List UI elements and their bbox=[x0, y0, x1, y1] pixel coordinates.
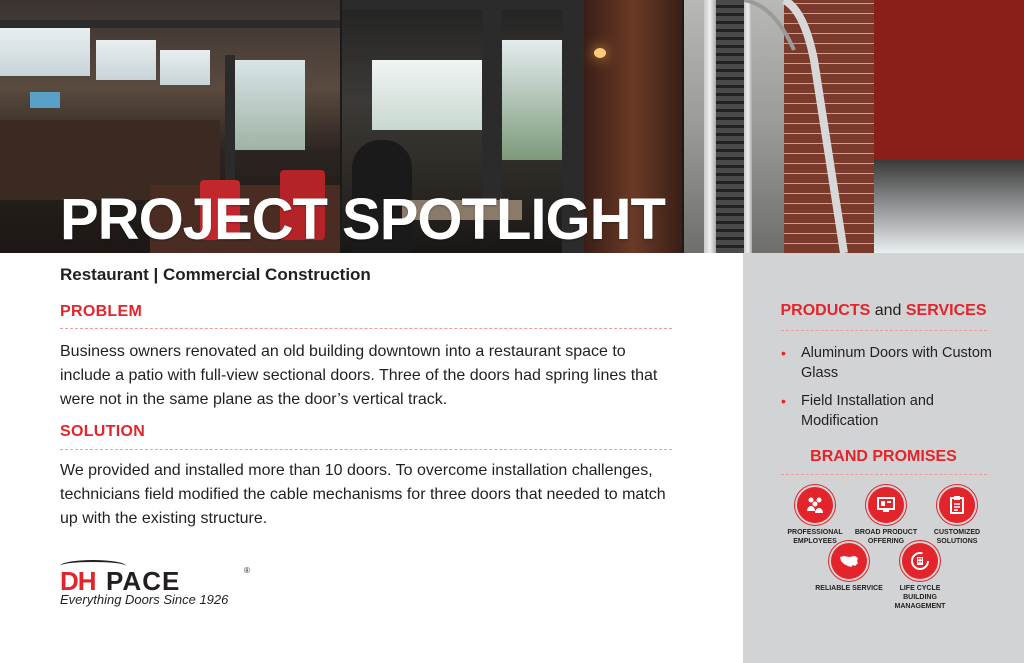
door-track-photo bbox=[684, 0, 1024, 253]
promise-label: RELIABLE SERVICE bbox=[815, 585, 883, 592]
promise-professional-employees bbox=[777, 487, 853, 546]
products-services-heading bbox=[743, 302, 1024, 320]
solution-divider bbox=[60, 449, 672, 450]
promise-label: PROFESSIONAL EMPLOYEES bbox=[787, 529, 843, 545]
bullet-icon: • bbox=[781, 345, 786, 361]
usa-map-icon bbox=[831, 543, 867, 579]
people-icon bbox=[797, 487, 833, 523]
brand-promises-heading: BRAND PROMISES bbox=[810, 448, 957, 465]
project-subtitle: Restaurant | Commercial Construction bbox=[60, 265, 371, 284]
promise-label: BROAD PRODUCT OFFERING bbox=[854, 529, 918, 545]
promise-reliable-service bbox=[811, 543, 887, 593]
promise-customized-solutions bbox=[919, 487, 995, 546]
problem-heading: PROBLEM bbox=[60, 303, 143, 320]
promise-life-cycle-building-management bbox=[882, 543, 958, 611]
promise-label: LIFE CYCLE BUILDING MANAGEMENT bbox=[894, 585, 946, 610]
promise-label: CUSTOMIZED SOLUTIONS bbox=[933, 529, 981, 545]
bullet-icon: • bbox=[781, 393, 786, 409]
list-item-text: Aluminum Doors with Custom Glass bbox=[801, 345, 992, 381]
list-item bbox=[781, 343, 1001, 383]
logo-dh: DH bbox=[60, 566, 96, 596]
problem-text: Business owners renovated an old building downtown into a restaurant space to include a patio with full-view sectional doors. Three of the doors had spring lines that were not in the same plane as the door’s vertical track. bbox=[60, 343, 658, 408]
promise-broad-product-offering bbox=[848, 487, 924, 546]
and-label: and bbox=[874, 302, 902, 319]
building-cycle-icon bbox=[902, 543, 938, 579]
sidebar bbox=[743, 253, 1024, 663]
solution-text: We provided and installed more than 10 doors. To overcome installation challenges, technicians field modified the cable mechanisms for three doors that needed to match up with the existing structure. bbox=[60, 462, 666, 527]
logo-tagline: Everything Doors Since 1926 bbox=[60, 592, 229, 607]
products-divider bbox=[781, 330, 987, 331]
brand-divider bbox=[781, 474, 987, 475]
list-item-text: Field Installation and Modification bbox=[801, 393, 934, 429]
clipboard-icon bbox=[939, 487, 975, 523]
problem-divider bbox=[60, 328, 672, 329]
products-label: PRODUCTS bbox=[780, 302, 871, 319]
dhpace-logo bbox=[60, 560, 250, 610]
logo-pace: PACE bbox=[106, 566, 181, 596]
photo-banner bbox=[0, 0, 1024, 253]
monitor-icon bbox=[868, 487, 904, 523]
logo-registered-mark: ® bbox=[244, 566, 250, 575]
headline: PROJECT SPOTLIGHT bbox=[60, 187, 665, 252]
solution-heading: SOLUTION bbox=[60, 423, 146, 440]
services-label: SERVICES bbox=[905, 302, 987, 319]
list-item bbox=[781, 391, 1001, 431]
